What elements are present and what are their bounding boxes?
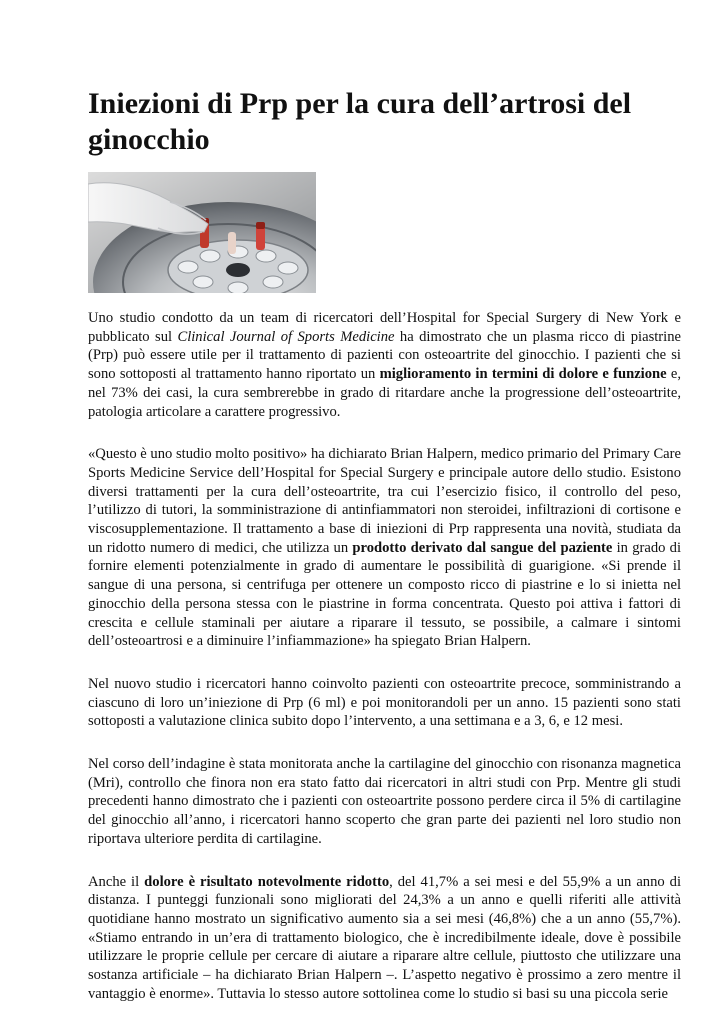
italic-text: Clinical Journal of Sports Medicine <box>177 328 395 345</box>
article-body <box>88 309 681 1028</box>
text-run: Anche il <box>88 873 145 890</box>
bold-text: dolore è risultato notevolmente ridotto <box>144 873 390 890</box>
text-run: Nel corso dell’indagine è stata monitorata anche la cartilagine del ginocchio con risonanza magnetica (Mri), controllo che finora non era stato fatto dai ricercatori in altri studi con Prp. Mentre gli studi precedenti hanno dimostrato che i pazienti con osteoartrite possono perdere circa il 5% di cartilagine del ginocchio all’anno, i ricercatori hanno scoperto che gran parte dei pazienti nel loro studio non riportava ulteriore perdita di cartilagine. <box>88 756 681 847</box>
text-run: in grado di fornire elementi potenzialmente in grado di aumentare le possibilità di guarigione. «Si prende il sangue di una persona, si centrifuga per ottenere un composto ricco di piastrine e lo si inietta nel ginocchio della persona stessa con le piastrine in forma concentrata. Questo poi attiva i fattori di crescita e cellule staminali per aiutare a riparare il tessuto, se possibile, a calmare i sintomi dell’osteoartrosi e a diminuire l’infiammazione» ha spiegato Brian Halpern. <box>88 539 682 650</box>
bold-text: prodotto derivato dal sangue del paziente <box>352 539 613 556</box>
text-run: Uno studio condotto da un team di ricercatori dell’Hospital for Special Surgery di New York e pubblicato sul <box>88 310 681 345</box>
bold-text: miglioramento in termini di dolore e funzione <box>379 366 667 383</box>
paragraph <box>88 873 681 1004</box>
centrifuge-image <box>88 172 316 293</box>
text-run: «Questo è uno studio molto positivo» ha dichiarato Brian Halpern, medico primario del Primary Care Sports Medicine Service dell’Hospital for Special Surgery e principale autore dello studio. Esistono diversi trattamenti per la cura dell’osteoartrite, tra cui l’esercizio fisico, il controllo del peso, l’utilizzo di tutori, la somministrazione di antinfiammatori non steroidei, infiltrazioni di cortisone e viscosupplementazione. Il trattamento a base di iniezioni di Prp rappresenta una novità, studiata da un ridotto numero di medici, che utilizza un <box>88 446 681 556</box>
paragraph <box>88 445 681 651</box>
text-run: Nel nuovo studio i ricercatori hanno coinvolto pazienti con osteoartrite precoce, somministrando a ciascuno di loro un’iniezione di Prp (6 ml) e poi monitorandoli per un anno. 15 pazienti sono stati sottoposti a valutazione clinica subito dopo l’intervento, a una settimana e a 3, 6, e 12 mesi. <box>88 675 681 730</box>
text-run: ha dimostrato che un plasma ricco di piastrine (Prp) può essere utile per il trattamento di pazienti con osteoartrite del ginocchio. I pazienti che si sono sottoposti al trattamento hanno riportato un <box>88 328 681 383</box>
centrifuge-photo <box>88 172 316 293</box>
paragraph <box>88 755 681 849</box>
text-run: , del 41,7% a sei mesi e del 55,9% a un anno di distanza. I punteggi funzionali sono migliorati del 24,3% a un anno e quelli riferiti alle attività quotidiane hanno mostrato un significativo aumento sia a sei mesi (46,8%) che a un anno (55,7%). «Stiamo entrando in un’era di trattamento biologico, che è incredibilmente ideale, dove è possibile utilizzare le proprie cellule per cercare di aiutare a riparare altre cellule, piuttosto che utilizzare una sostanza artificiale – ha dichiarato Brian Halpern –. L’aspetto negativo è prossimo a zero mentre il vantaggio è enorme». Tuttavia lo stesso autore sottolinea come lo studio si basi su una piccola serie <box>88 873 682 1002</box>
paragraph <box>88 309 681 421</box>
paragraph <box>88 675 681 731</box>
article-title: Iniezioni di Prp per la cura dell’artrosi del ginocchio <box>88 87 632 156</box>
text-run: e, nel 73% dei casi, la cura sembrerebbe in grado di ritardare anche la progressione dell’osteoartrite, patologia articolare a carattere progressivo. <box>88 366 681 420</box>
